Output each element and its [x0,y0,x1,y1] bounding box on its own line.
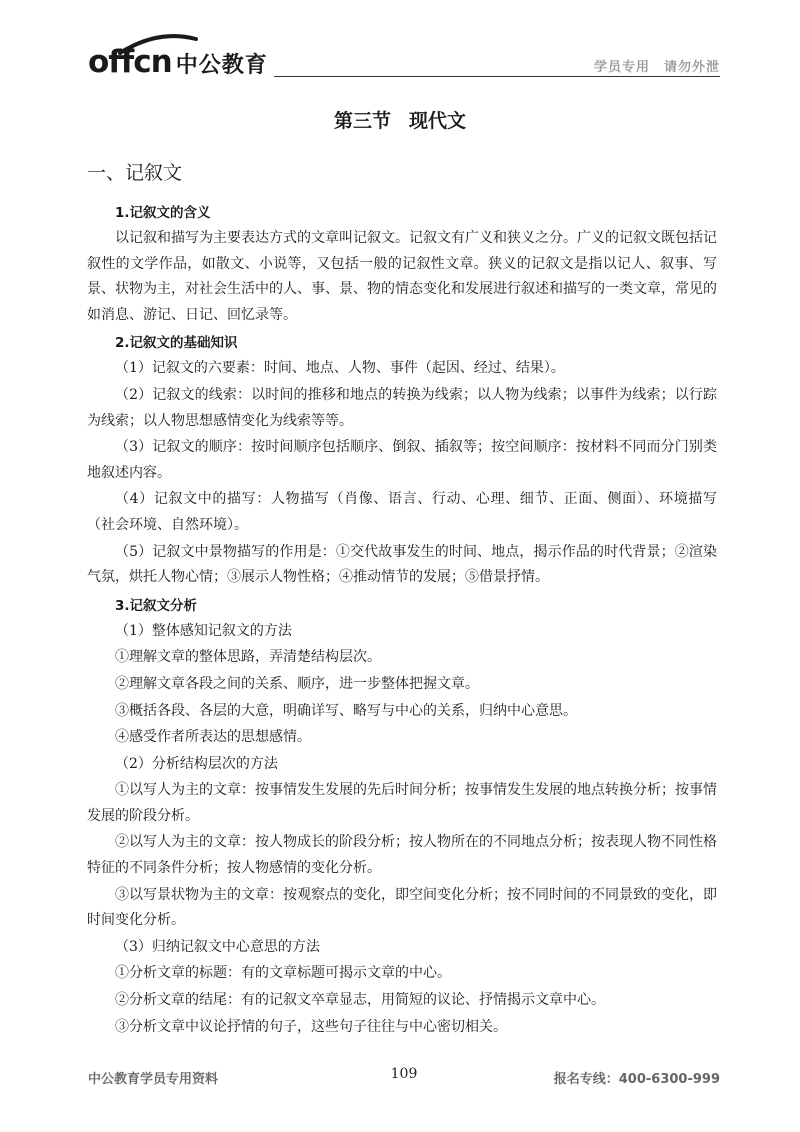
section-name: 现代文 [409,110,467,132]
footer-hotline: 报名专线：400-6300-999 [553,1072,720,1087]
document-body [87,160,717,1040]
page-header [88,38,720,80]
paragraph: （4）记叙文中的描写：人物描写（肖像、语言、行动、心理、细节、正面、侧面）、环境描写（社会环境、自然环境）。 [87,491,717,533]
paragraph: （2）分析结构层次的方法 [115,755,278,772]
paragraph: ②分析文章的结尾：有的记叙文卒章显志，用简短的议论、抒情揭示文章中心。 [115,992,605,1009]
section-number: 第三节 [333,110,391,132]
header-notice [594,56,720,75]
paragraph: ②理解文章各段之间的关系、顺序，进一步整体把握文章。 [115,675,479,692]
paragraph: （2）记叙文的线索：以时间的推移和地点的转换为线索；以人物为线索；以事件为线索；以行踪为线索；以人物思想感情变化为线索等等。 [87,386,717,429]
paragraph: ①以写人为主的文章：按事情发生发展的先后时间分析；按事情发生发展的地点转换分析；按事情发展的阶段分析。 [87,782,717,824]
paragraph: （1）记叙文的六要素：时间、地点、人物、事件（起因、经过、结果）。 [115,360,565,377]
paragraph: （1）整体感知记叙文的方法 [115,622,292,639]
page-footer [88,1068,720,1092]
paragraph: ④感受作者所表达的思想感情。 [115,729,311,746]
logo-arc-icon [118,33,198,55]
logo-wordmark [88,44,172,80]
paragraph: ②以写人为主的文章：按人物成长的阶段分析；按人物所在的不同地点分析；按表现人物不同性格特征的不同条件分析；按人物感情的变化分析。 [87,834,717,877]
logo-text: offcn [88,44,172,80]
subsection-heading: 2.记叙文的基础知识 [115,335,238,352]
header-note-no-leak: 请勿外泄 [663,60,720,75]
paragraph: （3）记叙文的顺序：按时间顺序包括顺序、倒叙、插叙等；按空间顺序：按材料不同而分门别类地叙述内容。 [87,439,717,481]
subsection-heading: 3.记叙文分析 [115,597,198,614]
logo-chinese-name: 中公教育 [175,52,268,78]
paragraph: （3）归纳记叙文中心意思的方法 [115,938,320,955]
paragraph: ③分析文章中议论抒情的句子，这些句子往往与中心密切相关。 [115,1018,507,1035]
chapter-heading: 一、记叙文 [87,162,183,184]
paragraph: ①理解文章的整体思路，弄清楚结构层次。 [115,649,381,666]
offcn-logo [88,38,268,78]
header-divider [274,76,720,77]
paragraph: 以记叙和描写为主要表达方式的文章叫记叙文。记叙文有广义和狭义之分。广义的记叙文既包括记叙性的文学作品，如散文、小说等，又包括一般的记叙性文章。狭义的记叙文是指以记人、叙事、写景、状物为主，对社会生活中的人、事、景、物的情态变化和发展进行叙述和描写的一类文章，常见的如消息、游记、日记、回忆录等。 [87,230,717,323]
footer-source: 中公教育学员专用资料 [88,1072,219,1087]
page-number: 109 [390,1066,418,1082]
paragraph: ③以写景状物为主的文章：按观察点的变化，即空间变化分析；按不同时间的不同景致的变化，即时间变化分析。 [87,886,717,929]
paragraph: （5）记叙文中景物描写的作用是：①交代故事发生的时间、地点，揭示作品的时代背景；②渲染气氛，烘托人物心情；③展示人物性格；④推动情节的发展；⑤借景抒情。 [87,543,717,586]
paragraph: ③概括各段、各层的大意，明确详写、略写与中心的关系，归纳中心意思。 [115,702,577,719]
section-title [0,106,800,133]
paragraph: ①分析文章的标题：有的文章标题可揭示文章的中心。 [115,965,451,982]
header-note-members-only: 学员专用 [593,60,650,75]
subsection-heading: 1.记叙文的含义 [115,205,211,221]
